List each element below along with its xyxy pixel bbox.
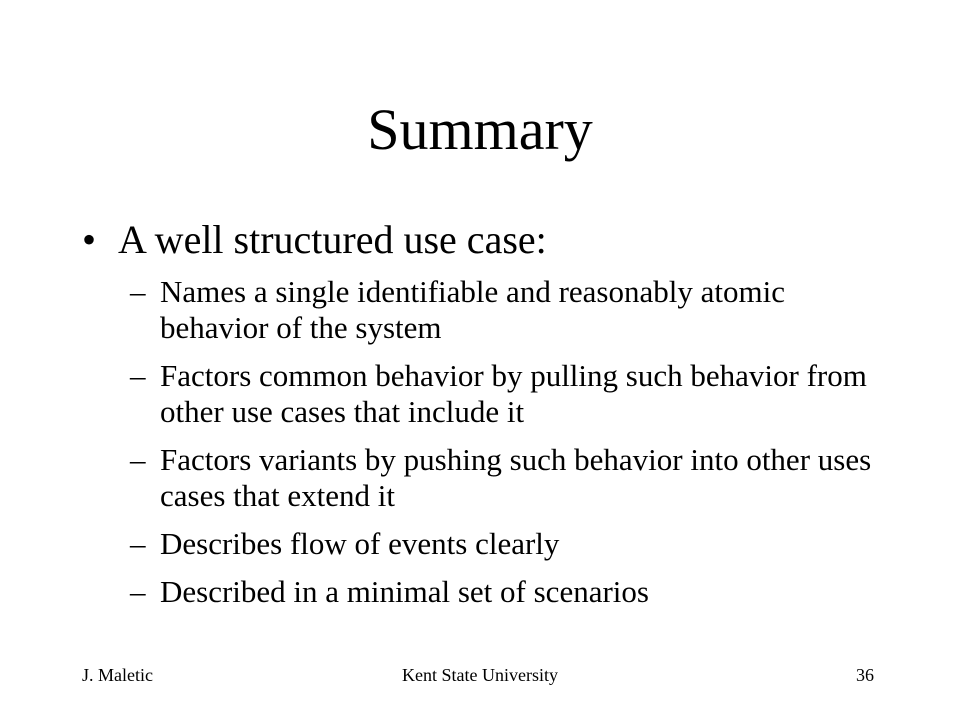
dash-marker: – [130,526,146,561]
sub-bullet-item [130,442,890,514]
sub-bullet-text: Described in a minimal set of scenarios [160,574,649,609]
main-bullet-text: A well structured use case: [118,217,547,262]
slide-title: Summary [367,97,593,162]
main-bullet [82,216,547,264]
sub-bullet-item [130,274,890,346]
sub-bullet-text: Factors common behavior by pulling such behavior from other use cases that include it [160,358,867,429]
sub-bullet-text: Names a single identifiable and reasonably atomic behavior of the system [160,274,785,345]
footer-institution: Kent State University [402,665,558,685]
dash-marker: – [130,442,146,477]
sub-bullet-item [130,526,890,562]
sub-bullet-text: Describes flow of events clearly [160,526,560,561]
dash-marker: – [130,274,146,309]
footer-page-number: 36 [856,665,874,685]
footer-author: J. Maletic [82,665,153,685]
sub-bullet-item [130,358,890,430]
sub-bullet-item [130,574,890,610]
dash-marker: – [130,358,146,393]
sub-bullet-list [130,274,890,622]
sub-bullet-text: Factors variants by pushing such behavior into other uses cases that extend it [160,442,872,513]
bullet-marker: • [82,217,97,262]
dash-marker: – [130,574,146,609]
